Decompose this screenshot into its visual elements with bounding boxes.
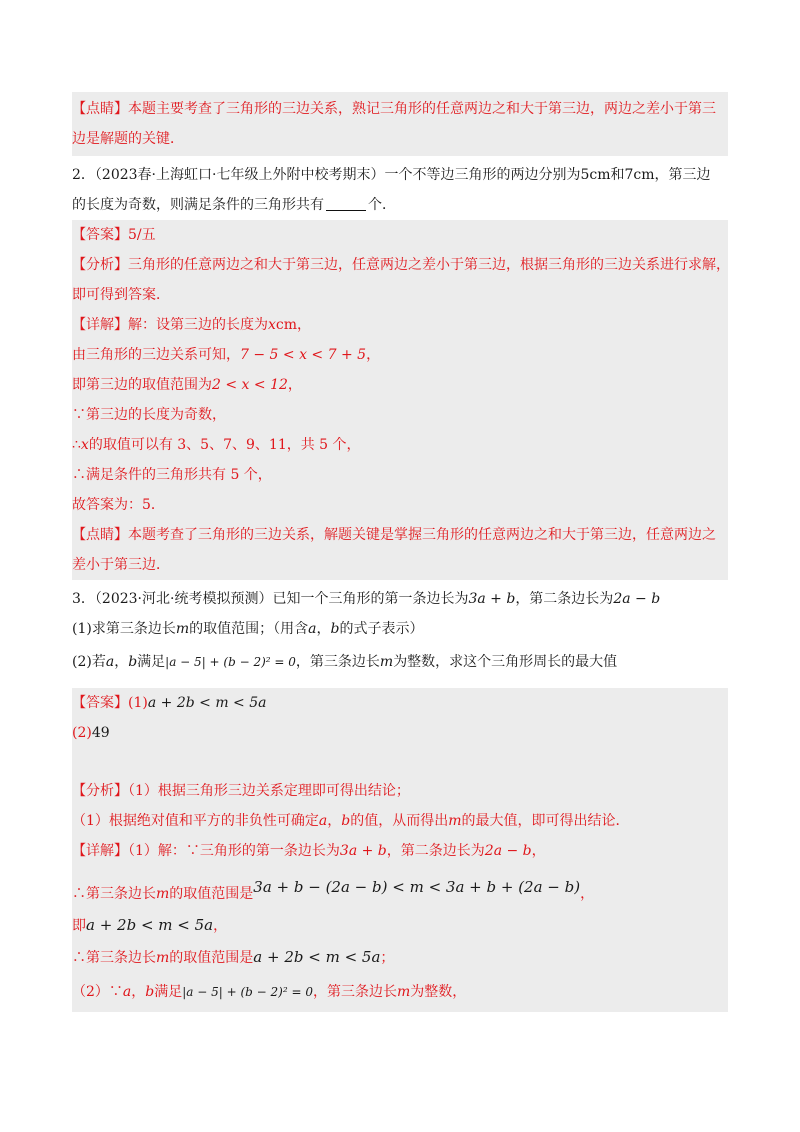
question-text: 为整数，求这个三角形周长的最大值	[393, 654, 618, 670]
question-text: 和	[610, 167, 625, 183]
math-var: a	[318, 813, 328, 829]
math-var: m	[379, 654, 394, 670]
question-text: ，第二条边长为	[515, 591, 614, 607]
detail-text: 的取值范围是	[169, 950, 254, 966]
answer-expression: a + 2b < m < 5a	[147, 695, 267, 711]
math-expression: 2 < x < 12	[212, 377, 288, 393]
detail-text: ∴第三条边长	[72, 950, 156, 966]
question-text: (2)若	[72, 654, 106, 670]
question-text: ，第三边	[654, 167, 711, 183]
question-text: ，	[316, 621, 331, 637]
math-var: m	[156, 886, 170, 902]
point-text: 本题考查了三角形的三边关系，解题关键是掌握三角形的任意两边之和大于第三边，任意两边之	[128, 527, 716, 543]
math-value: 5cm	[580, 167, 611, 183]
math-var: a	[308, 621, 317, 637]
question-text: 满足	[137, 654, 166, 670]
answer-label: (2)	[72, 725, 92, 741]
question-text: （2023春·上海虹口·七年级上外附中校考期末）一个不等边三角形的两边分别为	[94, 167, 581, 183]
math-var: x	[80, 437, 89, 453]
math-var: x	[268, 317, 276, 333]
math-var: m	[156, 950, 170, 966]
detail-text: 解：设第三边的长度为	[128, 317, 268, 333]
math-equation: |a − 5| + (b − 2)² = 0	[182, 985, 313, 999]
detail-text: 即第三边的取值范围为	[72, 377, 212, 393]
question-text: 的取值范围；（用含	[189, 621, 309, 637]
question-2	[72, 160, 728, 220]
answer-tag: 【答案】	[72, 695, 128, 711]
question-text: (1)求第三条边长	[72, 621, 176, 637]
question-text: ，	[114, 654, 129, 670]
question-number: 2．	[72, 167, 95, 183]
analysis-text: （1）根据绝对值和平方的非负性可确定	[72, 813, 319, 829]
detail-text: （2）∵	[72, 984, 123, 1000]
math-inequality: 3a + b − (2a − b) < m < 3a + b + (2a − b)	[253, 878, 581, 896]
detail-text: ∴第三条边长	[72, 886, 156, 902]
detail-text: ，	[287, 377, 302, 393]
answer-value: 49	[91, 725, 110, 741]
analysis-text: ，	[327, 813, 342, 829]
point-text-line2: 边是解题的关键．	[72, 131, 184, 147]
math-expression: 3a + b	[339, 843, 387, 859]
question-number: 3．	[72, 591, 95, 607]
detail-text: 为整数，	[410, 984, 467, 1000]
math-var: b	[128, 654, 138, 670]
question-text: ，第三条边长	[295, 654, 380, 670]
previous-point-block	[72, 92, 728, 156]
analysis-text: 的最大值，即可得出结论．	[461, 813, 630, 829]
math-expression: 2a − b	[613, 591, 661, 607]
question-3	[72, 584, 728, 680]
math-var: b	[145, 984, 155, 1000]
point-tag: 【点睛】	[72, 101, 128, 117]
detail-text: 的取值范围是	[169, 886, 254, 902]
math-value: 7cm	[624, 167, 655, 183]
question-text: （2023·河北·统考模拟预测）已知一个三角形的第一条边长为	[94, 591, 469, 607]
math-expression: 7 − 5 < x < 7 + 5	[240, 347, 367, 363]
detail-text: ，	[531, 843, 546, 859]
math-equation: |a − 5| + (b − 2)² = 0	[165, 655, 296, 669]
question-text: 的式子表示）	[339, 621, 424, 637]
q2-solution-block	[72, 220, 728, 580]
detail-tag: 【详解】	[72, 843, 128, 859]
math-var: a	[105, 654, 115, 670]
detail-text: （1）解：∵三角形的第一条边长为	[128, 843, 340, 859]
math-inequality: a + 2b < m < 5a	[86, 916, 214, 934]
math-var: b	[330, 621, 340, 637]
detail-text: ，第三条边长	[312, 984, 397, 1000]
detail-text: 满足	[154, 984, 183, 1000]
math-var: b	[341, 813, 351, 829]
answer-label: (1)	[128, 695, 148, 711]
detail-text: ，	[131, 984, 146, 1000]
analysis-text: 的值，从而得出	[350, 813, 449, 829]
detail-text: 即	[72, 918, 86, 934]
detail-text: ，	[213, 918, 228, 934]
analysis-text: （1）根据三角形三边关系定理即可得出结论；	[128, 783, 410, 799]
point-tag: 【点睛】	[72, 527, 128, 543]
analysis-tag: 【分析】	[72, 783, 128, 799]
math-var: m	[175, 621, 190, 637]
detail-text: ∵第三边的长度为奇数，	[72, 407, 226, 423]
math-inequality: a + 2b < m < 5a	[253, 948, 381, 966]
document-page	[72, 92, 728, 1012]
question-text: 个．	[368, 197, 396, 213]
answer-tag: 【答案】	[72, 227, 128, 243]
detail-text: 由三角形的三边关系可知，	[72, 347, 240, 363]
detail-text: 的取值可以有 3、5、7、9、11，共 5 个，	[88, 437, 361, 453]
detail-text: ，第二条边长为	[386, 843, 485, 859]
answer-text: 5/五	[128, 227, 156, 243]
math-var: a	[122, 984, 132, 1000]
detail-text: cm，	[275, 317, 312, 333]
detail-text: ∴满足条件的三角形共有 5 个，	[72, 467, 272, 483]
math-var: m	[448, 813, 462, 829]
math-expression: 2a − b	[484, 843, 532, 859]
analysis-text: 三角形的任意两边之和大于第三边，任意两边之差小于第三边，根据三角形的三边关系进行求解，	[128, 257, 730, 273]
q3-solution-block	[72, 688, 728, 1012]
math-expression: 3a + b	[468, 591, 516, 607]
analysis-tag: 【分析】	[72, 257, 128, 273]
detail-text: ∴	[72, 437, 81, 453]
point-text-line1: 本题主要考查了三角形的三边关系，熟记三角形的任意两边之和大于第三边，两边之差小于第三	[128, 101, 716, 117]
detail-text: ，	[366, 347, 381, 363]
answer-blank	[326, 196, 366, 211]
analysis-text: 即可得到答案．	[72, 287, 170, 303]
detail-text: ，	[580, 886, 595, 902]
detail-text: 故答案为：5．	[72, 497, 165, 513]
detail-tag: 【详解】	[72, 317, 128, 333]
math-var: m	[396, 984, 411, 1000]
question-text: 的长度为奇数，则满足条件的三角形共有	[72, 197, 324, 213]
point-text: 差小于第三边．	[72, 557, 170, 573]
detail-text: ；	[380, 950, 395, 966]
